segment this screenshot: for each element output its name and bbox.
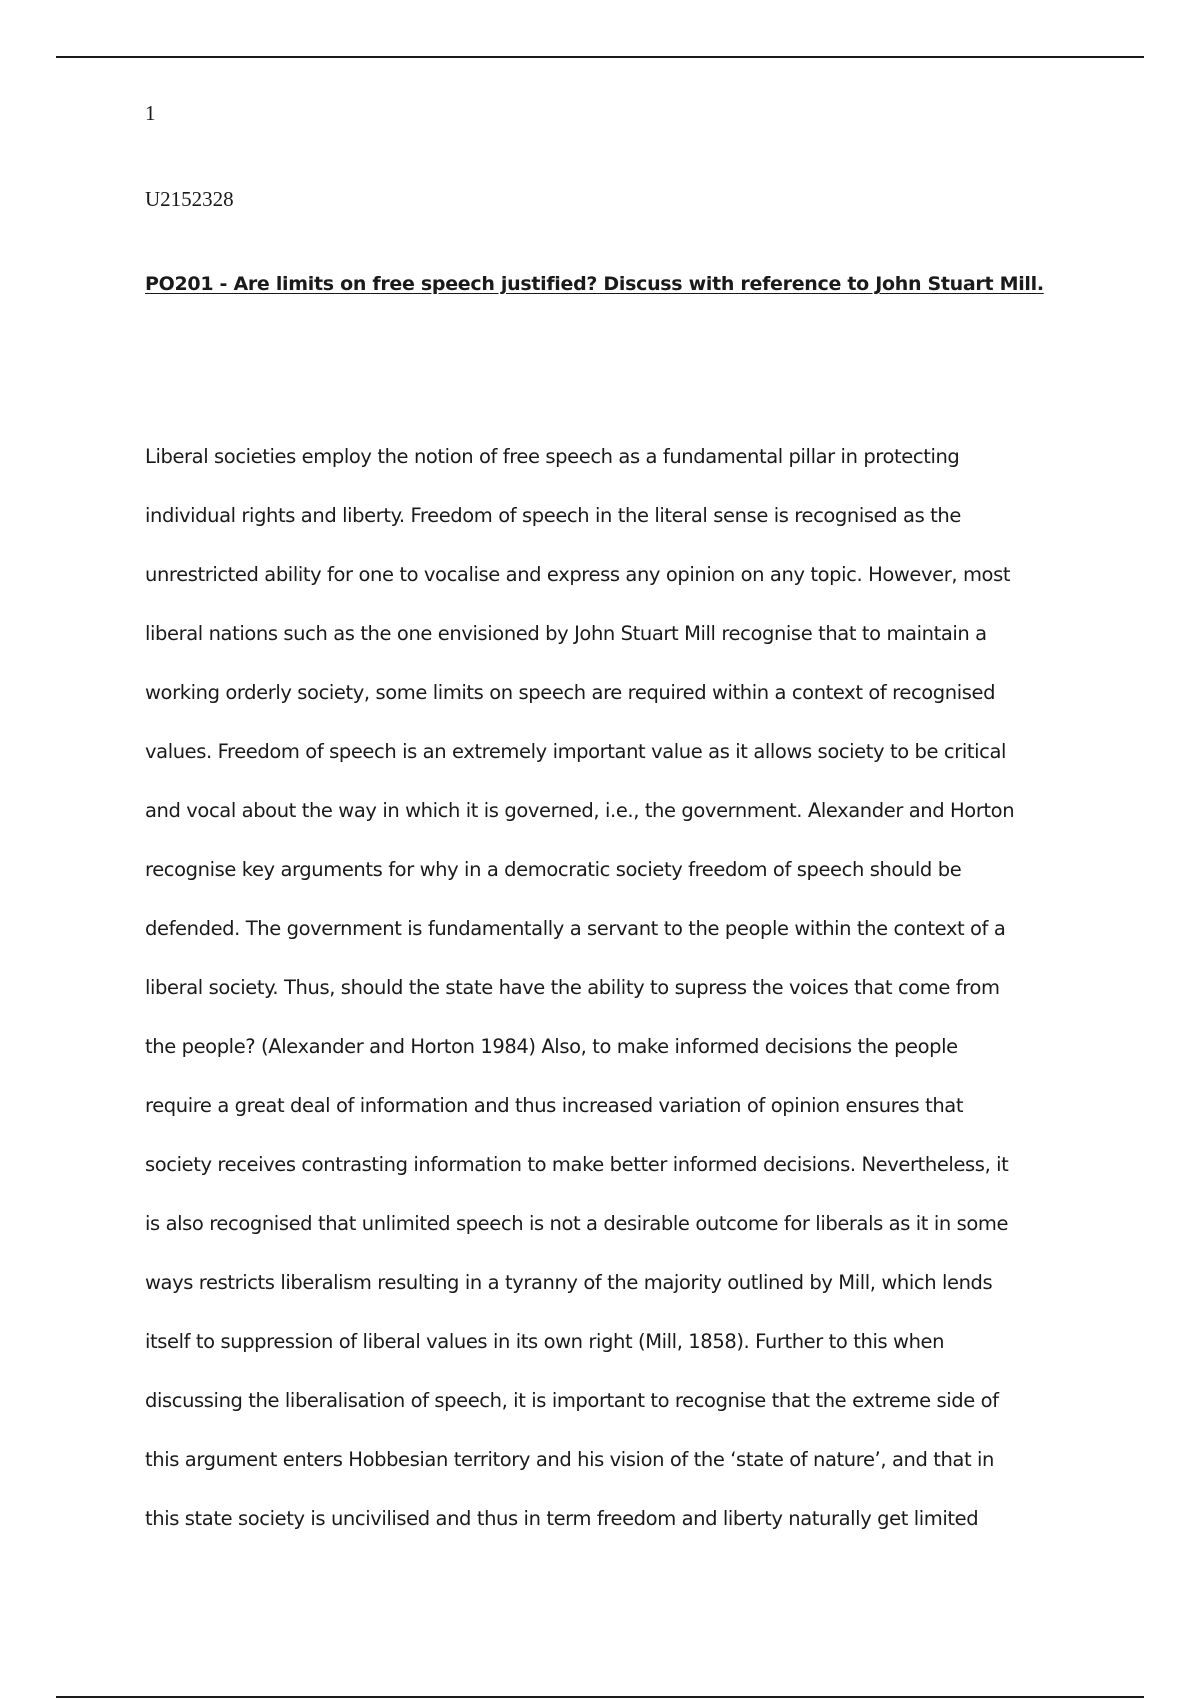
footer-rule	[56, 1696, 1144, 1698]
body-line: liberal society. Thus, should the state have the ability to supress the voices that come from	[145, 976, 1000, 999]
body-line: working orderly society, some limits on speech are required within a context of recognised	[145, 681, 996, 704]
body-line: require a great deal of information and thus increased variation of opinion ensures that	[145, 1094, 964, 1117]
page-number: 1	[145, 101, 156, 125]
essay-body	[145, 443, 1014, 1564]
student-id: U2152328	[145, 187, 234, 211]
body-line: individual rights and liberty. Freedom of speech in the literal sense is recognised as the	[145, 504, 961, 527]
body-line: defended. The government is fundamentally a servant to the people within the context of a	[145, 917, 1006, 940]
body-line: values. Freedom of speech is an extremely important value as it allows society to be critical	[145, 740, 1007, 763]
body-line: recognise key arguments for why in a democratic society freedom of speech should be	[145, 858, 962, 881]
header-rule	[56, 56, 1144, 58]
body-line: discussing the liberalisation of speech, it is important to recognise that the extreme side of	[145, 1389, 999, 1412]
body-line: Liberal societies employ the notion of free speech as a fundamental pillar in protecting	[145, 445, 960, 468]
body-line: is also recognised that unlimited speech is not a desirable outcome for liberals as it in some	[145, 1212, 1009, 1235]
essay-title: PO201 - Are limits on free speech justified? Discuss with reference to John Stuart Mill.	[145, 273, 1044, 295]
body-line: itself to suppression of liberal values in its own right (Mill, 1858). Further to this when	[145, 1330, 945, 1353]
body-line: the people? (Alexander and Horton 1984) Also, to make informed decisions the people	[145, 1035, 958, 1058]
body-line: society receives contrasting information to make better informed decisions. Nevertheless, it	[145, 1153, 1009, 1176]
body-line: ways restricts liberalism resulting in a tyranny of the majority outlined by Mill, which lends	[145, 1271, 993, 1294]
body-line: and vocal about the way in which it is governed, i.e., the government. Alexander and Horton	[145, 799, 1015, 822]
body-line: this state society is uncivilised and thus in term freedom and liberty naturally get limited	[145, 1507, 979, 1530]
body-line: liberal nations such as the one envisioned by John Stuart Mill recognise that to maintain a	[145, 622, 987, 645]
body-line: unrestricted ability for one to vocalise and express any opinion on any topic. However, most	[145, 563, 1011, 586]
body-line: this argument enters Hobbesian territory and his vision of the ‘state of nature’, and that in	[145, 1448, 995, 1471]
